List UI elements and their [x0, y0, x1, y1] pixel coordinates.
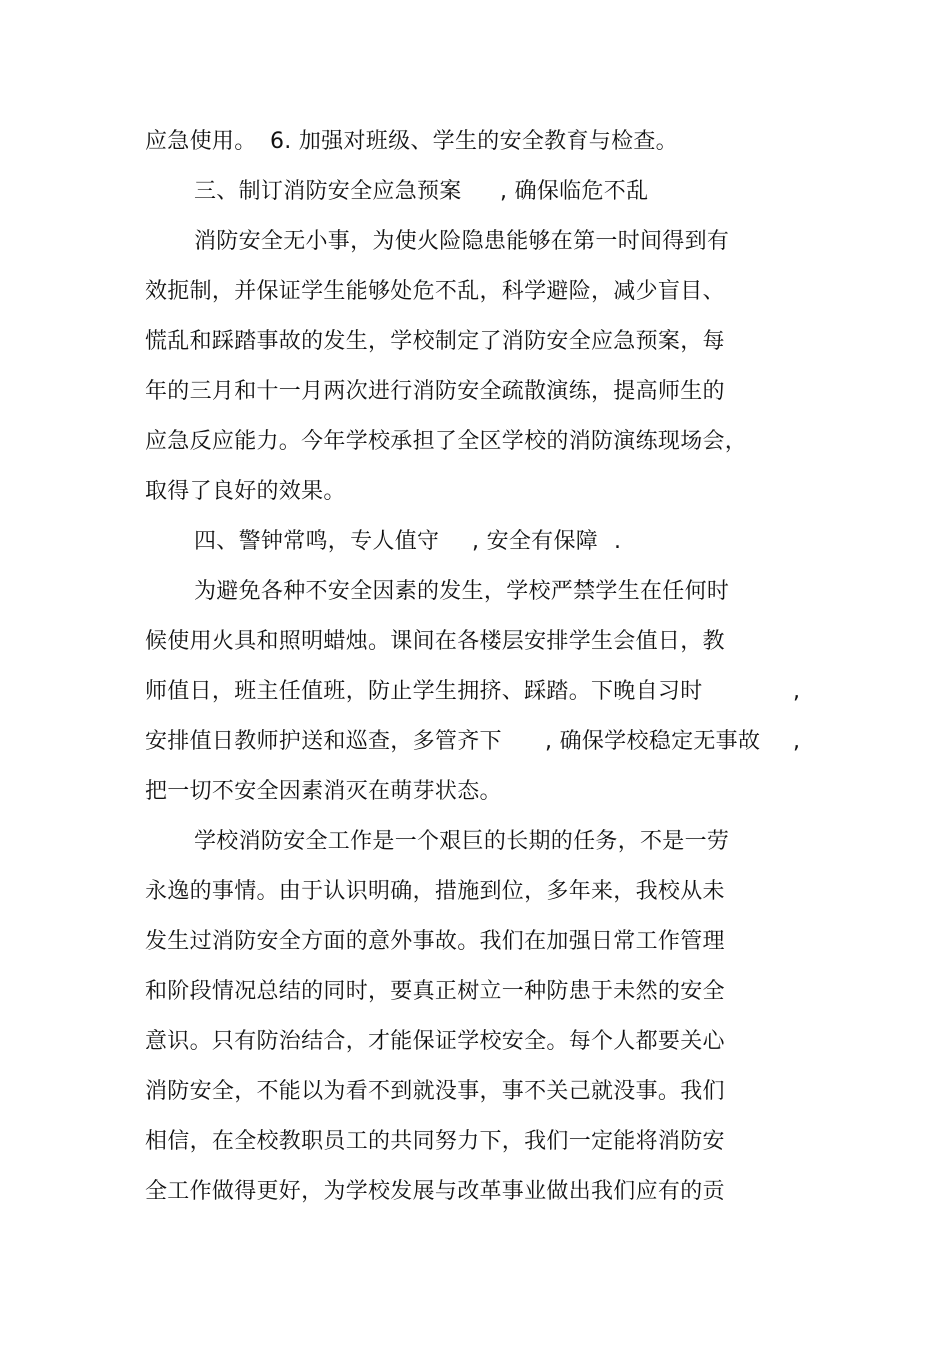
text-segment: 慌乱和踩踏事故的发生，学校制定了消防安全应急预案，每	[145, 329, 725, 354]
text-segment: ,	[793, 679, 801, 704]
text-segment: .	[614, 529, 622, 554]
text-segment: , 确保临危不乱	[500, 179, 649, 204]
text-segment: 全工作做得更好，为学校发展与改革事业做出我们应有的贡	[145, 1179, 725, 1204]
text-segment: 应急使用。	[145, 129, 257, 154]
text-segment: , 安全有保障	[472, 529, 599, 554]
text-segment: 效扼制，并保证学生能够处危不乱，科学避险，减少盲目、	[145, 279, 725, 304]
text-segment: 和阶段情况总结的同时，要真正树立一种防患于未然的安全	[145, 979, 725, 1004]
text-segment: 四、警钟常鸣，专人值守	[194, 529, 440, 554]
text-segment: 6. 加强对班级、学生的安全教育与检查。	[270, 129, 678, 154]
text-segment: 应急反应能力。今年学校承担了全区学校的消防演练现场会，	[145, 429, 748, 454]
text-segment: ,	[793, 729, 801, 754]
text-segment: 三、制订消防安全应急预案	[194, 179, 462, 204]
text-segment: 取得了良好的效果。	[145, 479, 346, 504]
text-segment: 师值日，班主任值班，防止学生拥挤、踩踏。下晚自习时	[145, 679, 703, 704]
text-segment: 年的三月和十一月两次进行消防安全疏散演练，提高师生的	[145, 379, 725, 404]
text-segment: 学校消防安全工作是一个艰巨的长期的任务，不是一劳	[194, 829, 730, 854]
text-segment: 意识。只有防治结合，才能保证学校安全。每个人都要关心	[145, 1029, 725, 1054]
text-segment: 安排值日教师护送和巡查，多管齐下	[145, 729, 502, 754]
text-segment: , 确保学校稳定无事故	[545, 729, 761, 754]
text-segment: 发生过消防安全方面的意外事故。我们在加强日常工作管理	[145, 929, 725, 954]
text-segment: 把一切不安全因素消灭在萌芽状态。	[145, 779, 502, 804]
text-segment: 候使用火具和照明蜡烛。课间在各楼层安排学生会值日，教	[145, 629, 725, 654]
text-segment: 永逸的事情。由于认识明确，措施到位，多年来，我校从未	[145, 879, 725, 904]
text-segment: 消防安全无小事，为使火险隐患能够在第一时间得到有	[194, 229, 730, 254]
text-segment: 为避免各种不安全因素的发生，学校严禁学生在任何时	[194, 579, 730, 604]
text-segment: 消防安全，不能以为看不到就没事，事不关己就没事。我们	[145, 1079, 725, 1104]
text-segment: 相信，在全校教职员工的共同努力下，我们一定能将消防安	[145, 1129, 725, 1154]
